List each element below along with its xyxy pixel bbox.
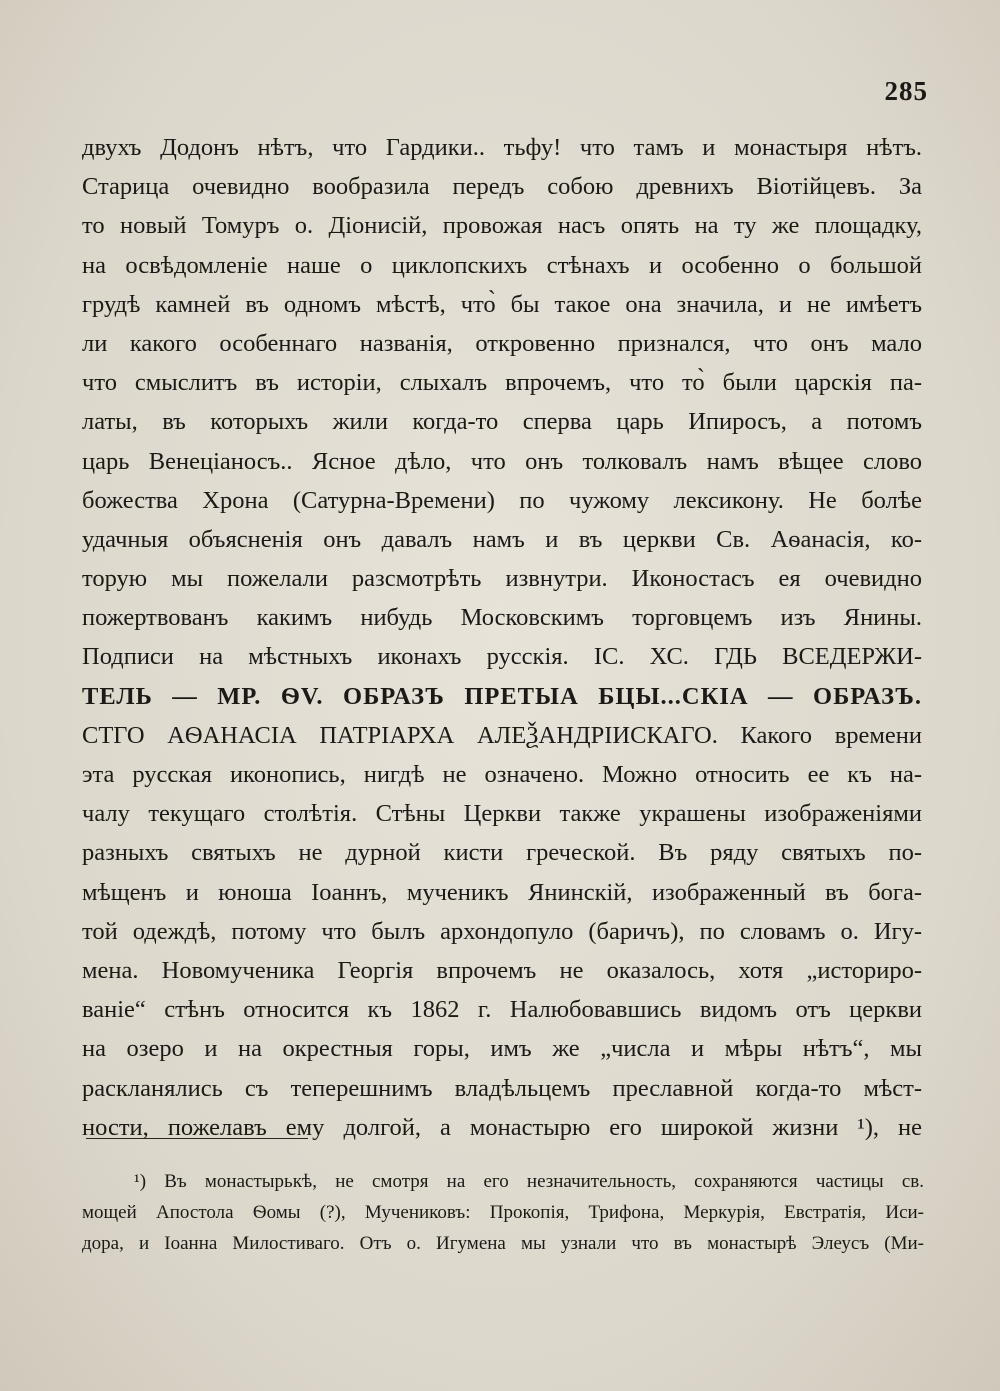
text-line-slavonic: ТЕЛЬ — МР. ѲV. ОБРАЗЪ ПРЕТЫА БЦЫ...СКІА — ОБРАЗЪ. [82, 682, 922, 710]
text-line: ли какого особеннаго названія, откровенно признался, что онъ мало [82, 329, 922, 357]
text-line: то новый Томуръ о. Діонисій, провожая насъ опять на ту же площадку, [82, 212, 922, 240]
text-line: Старица очевидно вообразила передъ собою древнихъ Віотійцевъ. За [82, 173, 922, 201]
text-line: на освѣдомленіе наше о циклопскихъ стѣнахъ и особенно о большой [82, 251, 922, 279]
text-line: чалу текущаго столѣтія. Стѣны Церкви также украшены изображеніями [82, 800, 922, 828]
text-line: раскланялись съ теперешнимъ владѣльцемъ преславной когда-то мѣст- [82, 1074, 922, 1102]
text-line: что смыслитъ въ исторіи, слыхалъ впрочемъ, что то̀ были царскія па- [82, 369, 922, 397]
text-line: той одеждѣ, потому что былъ архондопуло (баричъ), по словамъ о. Игу- [82, 917, 922, 945]
text-line: торую мы пожелали разсмотрѣть извнутри. Иконостасъ ея очевидно [82, 565, 922, 593]
page-number: 285 [884, 76, 928, 106]
text-line: мѣщенъ и юноша Іоаннъ, мученикъ Янинскій, изображенный въ бога- [82, 878, 922, 906]
footnote-divider [86, 1138, 308, 1139]
text-line: царь Венеціаносъ.. Ясное дѣло, что онъ толковалъ намъ вѣщее слово [82, 447, 922, 475]
text-line: разныхъ святыхъ не дурной кисти греческой. Въ ряду святыхъ по- [82, 839, 922, 867]
main-text [82, 128, 922, 1147]
text-line: СТГО АѲАНАСІА ПАТРІАРХА АЛЕѮАНДРІИСКАГО. Какого времени [82, 721, 922, 749]
footnotes [82, 1166, 924, 1259]
text-line: Подписи на мѣстныхъ иконахъ русскія. ІС. ХС. ГДЬ ВСЕДЕРЖИ- [82, 643, 922, 671]
footnote-line: мощей Апостола Ѳомы (?), Мучениковъ: Прокопія, Трифона, Меркурія, Евстратія, Иси- [82, 1202, 924, 1223]
text-line: пожертвованъ какимъ нибудь Московскимъ торговцемъ изъ Янины. [82, 604, 922, 632]
text-line: удачныя объясненія онъ давалъ намъ и въ церкви Св. Аѳанасія, ко- [82, 525, 922, 553]
footnote-line: дора, и Іоанна Милостиваго. Отъ о. Игумена мы узнали что въ монастырѣ Элеусъ (Ми- [82, 1233, 924, 1254]
text-line: мена. Новомученика Георгія впрочемъ не оказалось, хотя „историро- [82, 956, 922, 984]
text-line: латы, въ которыхъ жили когда-то сперва царь Ипиросъ, а потомъ [82, 408, 922, 436]
text-line: эта русская иконопись, нигдѣ не означено. Можно относить ее къ на- [82, 761, 922, 788]
text-line: грудѣ камней въ одномъ мѣстѣ, что̀ бы такое она значила, и не имѣетъ [82, 290, 922, 318]
text-line: двухъ Додонъ нѣтъ, что Гардики.. тьфу! что тамъ и монастыря нѣтъ. [82, 134, 922, 161]
text-line: на озеро и на окрестныя горы, имъ же „числа и мѣры нѣтъ“, мы [82, 1035, 922, 1063]
text-line: ваніе“ стѣнъ относится къ 1862 г. Налюбовавшись видомъ отъ церкви [82, 996, 922, 1024]
text-line: божества Хрона (Сатурна-Времени) по чужому лексикону. Не болѣе [82, 486, 922, 514]
footnote-line: ¹) Въ монастырькѣ, не смотря на его незначительность, сохраняются частицы св. [134, 1171, 924, 1192]
text-line: ности, пожелавъ ему долгой, а монастырю его широкой жизни ¹), не [82, 1113, 922, 1141]
